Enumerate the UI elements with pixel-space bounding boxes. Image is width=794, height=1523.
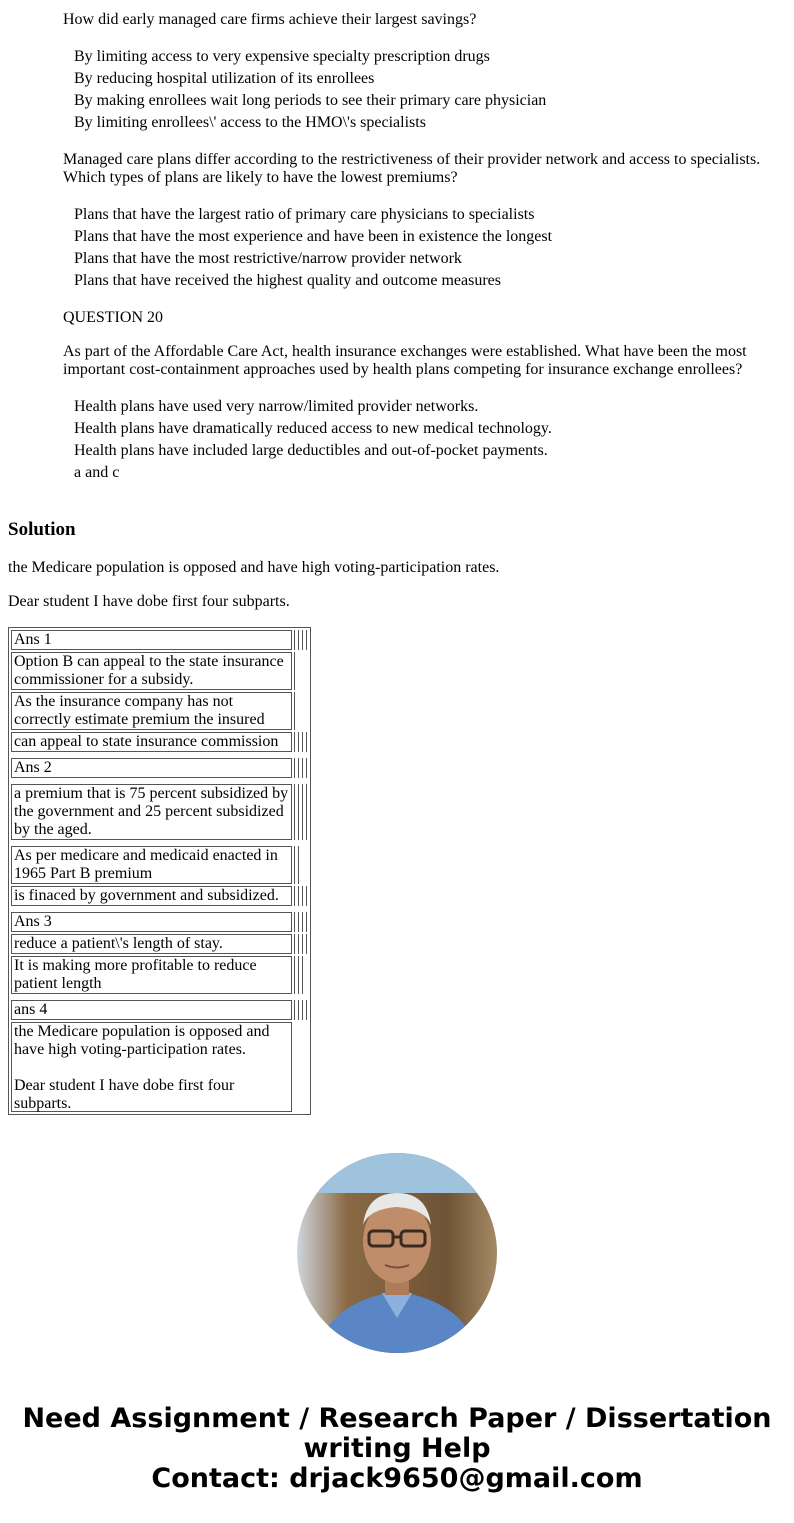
author-portrait-icon [297,1153,497,1353]
table-row [11,846,302,884]
table-cell: As per medicare and medicaid enacted in 1965 Part B premium [11,846,292,884]
table-row [11,886,310,906]
cell-paragraph: the Medicare population is opposed and have high voting-participation rates. [14,1023,270,1058]
solution-paragraph: Dear student I have dobe first four subparts. [8,593,290,610]
promo-contact: Contact: drjack9650@gmail.com [151,1463,643,1494]
table-cell: Ans 1 [11,630,292,650]
table-cell: Option B can appeal to the state insurance commissioner for a subsidy. [11,652,292,690]
question-prompt: important cost-containment approaches used by health plans competing for insurance exchange enrollees? [63,361,743,378]
table-row [11,784,310,840]
option-text: Plans that have received the highest quality and outcome measures [74,272,501,289]
option-text: By reducing hospital utilization of its enrollees [74,70,375,87]
option-text: Health plans have dramatically reduced access to new medical technology. [74,420,552,437]
table-cell: is finaced by government and subsidized. [11,886,292,906]
table-cell: reduce a patient\'s length of stay. [11,934,292,954]
option-text: Plans that have the largest ratio of primary care physicians to specialists [74,206,535,223]
table-cell: can appeal to state insurance commission [11,732,292,752]
option-text: Health plans have used very narrow/limited provider networks. [74,398,479,415]
table-row [11,912,310,932]
table-row [11,732,310,752]
cell-paragraph: Dear student I have dobe first four subparts. [14,1077,235,1112]
table-row [11,1022,292,1112]
option-text: Health plans have included large deductibles and out-of-pocket payments. [74,442,548,459]
question-heading: QUESTION 20 [63,309,163,326]
table-cell: It is making more profitable to reduce patient length [11,956,292,994]
solution-paragraph: the Medicare population is opposed and have high voting-participation rates. [8,559,500,576]
question-prompt: Managed care plans differ according to the restrictiveness of their provider network and access to specialists. [63,151,761,168]
question-prompt: As part of the Affordable Care Act, health insurance exchanges were established. What have been the most [63,343,747,360]
option-text: By limiting enrollees\' access to the HMO\'s specialists [74,114,426,131]
table-cell: Ans 3 [11,912,292,932]
table-row [11,630,310,650]
solution-heading: Solution [8,519,76,540]
answer-table [8,627,311,1115]
promo-line: writing Help [303,1433,491,1464]
table-row [11,956,306,994]
option-text: Plans that have the most experience and have been in existence the longest [74,228,553,245]
table-cell: a premium that is 75 percent subsidized by the government and 25 percent subsidized by the aged. [11,784,292,840]
question-prompt: How did early managed care firms achieve their largest savings? [63,11,477,28]
table-row [11,758,310,778]
table-row [11,652,298,690]
question-prompt: Which types of plans are likely to have the lowest premiums? [63,169,458,186]
table-cell: Ans 2 [11,758,292,778]
table-cell: ans 4 [11,1000,292,1020]
table-cell [11,1022,292,1112]
option-text: Plans that have the most restrictive/narrow provider network [74,250,462,267]
table-row [11,1000,310,1020]
table-row [11,934,310,954]
author-avatar [297,1153,497,1353]
option-text: By making enrollees wait long periods to see their primary care physician [74,92,547,109]
table-cell: As the insurance company has not correctly estimate premium the insured [11,692,292,730]
option-text: By limiting access to very expensive specialty prescription drugs [74,48,490,65]
option-text: a and c [74,464,120,481]
table-row [11,692,298,730]
promo-line: Need Assignment / Research Paper / Dissertation [22,1403,772,1434]
